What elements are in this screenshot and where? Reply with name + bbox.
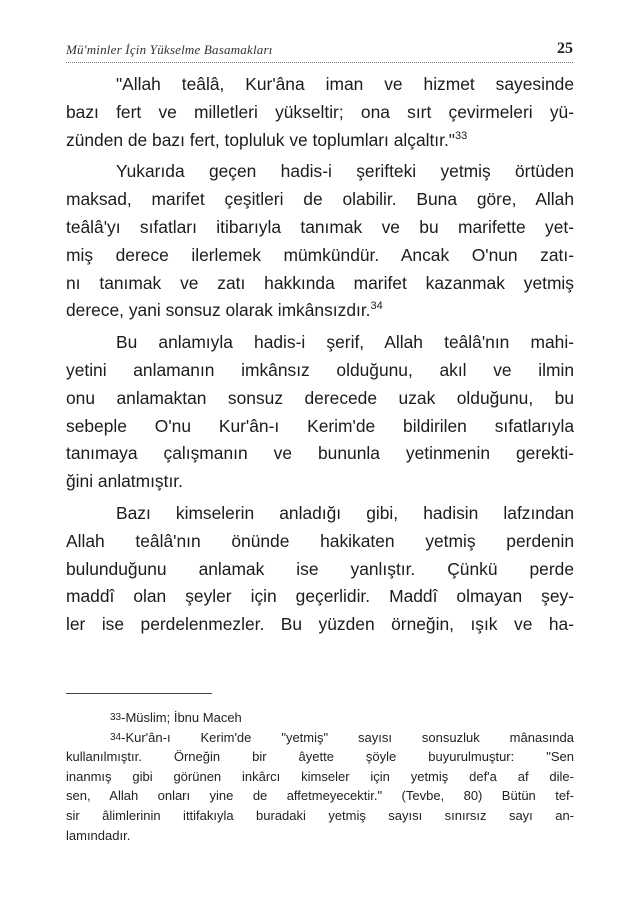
footnote-33 xyxy=(66,708,574,728)
footnote-34 xyxy=(66,728,574,846)
text-line xyxy=(66,297,574,325)
text-line: miş derece ilerlemek mümkündür. Ancak O'nun zatı- xyxy=(66,244,574,265)
footnote-line: sir âlimlerinin ittifakıyla buradaki yetmiş sayısı sınırsız sayı an- xyxy=(66,807,574,823)
footnote-line: lamındadır. xyxy=(66,827,131,843)
running-header xyxy=(66,40,573,64)
paragraph-4 xyxy=(66,500,574,639)
footnote-text: -Müslim; İbnu Maceh xyxy=(121,710,242,725)
running-title: Mü'minler İçin Yükselme Basamakları xyxy=(66,42,273,57)
text-line: onu anlamaktan sonsuz derecede uzak olduğunu, bu xyxy=(66,387,574,408)
text-line: maddî olan şeyler için geçerlidir. Maddî olmayan şey- xyxy=(66,586,574,607)
paragraph-1 xyxy=(66,71,574,154)
text-line: nı tanımak ve zatı hakkında marifet kazanmak yetmiş xyxy=(66,272,574,293)
text-line xyxy=(66,127,574,155)
footnote-line: inanmış gibi görünen inkârcı kimseler için yetmiş def'a af dile- xyxy=(66,768,574,784)
text-line: Bazı kimselerin anladığı gibi, hadisin lafzından xyxy=(116,502,574,523)
footnote-text: -Kur'ân-ı Kerim'de "yetmiş" sayısı sonsuzluk mânasında xyxy=(121,729,574,745)
text-line: "Allah teâlâ, Kur'âna iman ve hizmet sayesinde xyxy=(116,74,574,94)
footnote-line: kullanılmıştır. Örneğin bir âyette şöyle buyurulmuştur: "Sen xyxy=(66,749,574,765)
text-line: sebeple O'nu Kur'ân-ı Kerim'de bildirilen sıfatlarıyla xyxy=(66,415,574,436)
footnote-divider xyxy=(66,693,212,694)
text-line-content: zünden de bazı fert, topluluk ve toplumları alçaltır." xyxy=(66,129,455,150)
text-line: maksad, marifet çeşitleri de olabilir. Buna göre, Allah xyxy=(66,189,574,210)
paragraph-3 xyxy=(66,329,574,496)
text-line-content: derece, yani sonsuz olarak imkânsızdır. xyxy=(66,300,371,321)
footnote-number: 34 xyxy=(110,731,122,743)
footnote-number: 33 xyxy=(110,712,122,723)
footnote-line: sen, Allah onları yine de affetmeyecektir." (Tevbe, 80) Bütün tef- xyxy=(66,788,574,804)
footnote-ref-33[interactable]: 33 xyxy=(454,129,468,142)
text-line: tanımaya çalışmanın ve bununla yetinmenin gerekti- xyxy=(66,443,574,464)
text-line: Yukarıda geçen hadis-i şerifteki yetmiş örtüden xyxy=(116,161,574,182)
text-line: Bu anlamıyla hadis-i şerif, Allah teâlâ'nın mahi- xyxy=(116,332,574,353)
header-divider xyxy=(66,62,573,63)
text-line: Allah teâlâ'nın önünde hakikaten yetmiş perdenin xyxy=(66,530,574,551)
text-line: bazı fert ve milletleri yükseltir; ona sırt çevirmeleri yü- xyxy=(66,101,574,122)
footnote-line xyxy=(66,728,574,748)
text-line: teâlâ'yı sıfatları itibarıyla tanımak ve bu marifette yet- xyxy=(66,216,574,237)
footnote-line xyxy=(66,708,574,728)
text-line: ler ise perdelenmezler. Bu yüzden örneğin, ışık ve ha- xyxy=(66,614,574,635)
paragraph-2 xyxy=(66,158,574,325)
text-line: bulunduğunu anlamak ise yanlıştır. Çünkü perde xyxy=(66,558,574,579)
text-line: yetini anlamanın imkânsız olduğunu, akıl ve ilmin xyxy=(66,359,574,380)
text-line: ğini anlatmıştır. xyxy=(66,471,183,492)
page-number: 25 xyxy=(557,40,573,57)
footnote-ref-34[interactable]: 34 xyxy=(370,300,383,313)
body-text xyxy=(66,71,574,639)
footnotes xyxy=(66,708,574,845)
